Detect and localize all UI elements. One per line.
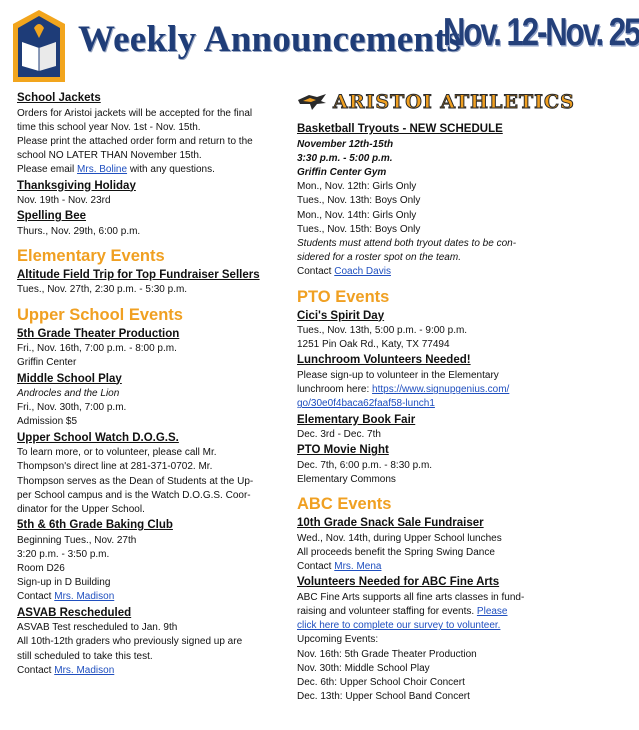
snack-line: Wed., Nov. 14th, during Upper School lunches <box>297 532 502 544</box>
coach-davis-link[interactable]: Coach Davis <box>334 266 391 278</box>
altitude-date: Tues., Nov. 27th, 2:30 p.m. - 5:30 p.m. <box>17 284 188 296</box>
mrs-madison-link[interactable]: Mrs. Madison <box>54 664 115 676</box>
cicis-line: 1251 Pin Oak Rd., Katy, TX 77494 <box>297 339 450 351</box>
baking-line: Beginning Tues., Nov. 27th <box>17 534 137 546</box>
basketball-line: Mon., Nov. 12th: Girls Only <box>297 181 417 193</box>
mrs-boline-link[interactable]: Mrs. Boline <box>77 164 128 176</box>
dogs-line: per School campus and is the Watch D.O.G.S. Coor- <box>17 489 251 501</box>
basketball-note: Students must attend both tryout dates to be con- <box>297 237 517 249</box>
fine-arts-event: Nov. 16th: 5th Grade Theater Production <box>297 648 477 660</box>
book-fair-title: Elementary Book Fair <box>297 413 416 426</box>
contact-prefix: Contact <box>17 664 55 676</box>
theater-title: 5th Grade Theater Production <box>17 327 180 340</box>
basketball-contact <box>297 265 549 279</box>
movie-line: Dec. 7th, 6:00 p.m. - 8:30 p.m. <box>297 459 433 471</box>
hawk-icon <box>297 92 327 112</box>
mrs-mena-link[interactable]: Mrs. Mena <box>334 561 382 573</box>
asvab-title: ASVAB Rescheduled <box>17 606 132 619</box>
book-fair-date: Dec. 3rd - Dec. 7th <box>297 429 381 441</box>
asvab-contact <box>17 664 285 678</box>
snack-line: All proceeds benefit the Spring Swing Dance <box>297 546 495 558</box>
basketball-line: Tues., Nov. 15th: Boys Only <box>297 223 421 235</box>
dogs-line: Thompson serves as the Dean of Students at the Up- <box>17 475 254 487</box>
left-column <box>17 90 285 678</box>
thanksgiving-dates: Nov. 19th - Nov. 23rd <box>17 195 111 207</box>
basketball-detail: November 12th-15th <box>297 138 394 150</box>
open-book-logo-icon <box>10 8 68 84</box>
basketball-line: Mon., Nov. 14th: Girls Only <box>297 209 417 221</box>
email-prefix: Please email <box>17 164 78 176</box>
fine-arts-line <box>297 605 549 619</box>
snack-sale-title: 10th Grade Snack Sale Fundraiser <box>297 517 484 530</box>
pto-events-heading: PTO Events <box>297 287 390 306</box>
contact-prefix: Contact <box>297 561 335 573</box>
contact-prefix: Contact <box>17 591 55 603</box>
contact-prefix: Contact <box>297 266 335 278</box>
spelling-bee-title: Spelling Bee <box>17 210 87 223</box>
aristoi-athletics-banner: ARISTOI ATHLETICS <box>333 91 575 113</box>
jackets-line: school NO LATER THAN November 15th. <box>17 150 202 162</box>
survey-link[interactable]: Please <box>476 605 508 617</box>
date-range: Nov. 12-Nov. 25 <box>443 10 639 54</box>
asvab-line: All 10th-12th graders who previously signed up are <box>17 636 243 648</box>
jackets-line: time this school year Nov. 1st - Nov. 15th. <box>17 121 201 133</box>
jackets-email-line <box>17 163 285 177</box>
altitude-title: Altitude Field Trip for Top Fundraiser Sellers <box>17 268 260 281</box>
play-name: Androcles and the Lion <box>17 388 120 400</box>
baking-line: Room D26 <box>17 563 65 575</box>
abc-events-heading: ABC Events <box>297 495 392 514</box>
fine-arts-event: Nov. 30th: Middle School Play <box>297 662 430 674</box>
middle-school-play-title: Middle School Play <box>17 372 122 385</box>
fine-arts-line: ABC Fine Arts supports all fine arts classes in fund- <box>297 591 525 603</box>
dogs-line: dinator for the Upper School. <box>17 503 145 515</box>
basketball-note: sidered for a roster spot on the team. <box>297 252 461 264</box>
movie-line: Elementary Commons <box>297 473 396 485</box>
elementary-events-heading: Elementary Events <box>17 246 165 265</box>
asvab-line: ASVAB Test rescheduled to Jan. 9th <box>17 622 178 634</box>
dogs-line: Thompson's direct line at 281-371-0702. Mr. <box>17 461 213 473</box>
basketball-detail: Griffin Center Gym <box>297 166 387 178</box>
lunchroom-prefix: lunchroom here: <box>297 384 373 396</box>
page-title: Weekly Announcements <box>78 19 462 60</box>
play-line: Fri., Nov. 30th, 7:00 p.m. <box>17 402 127 414</box>
signupgenius-link[interactable]: https://www.signupgenius.com/ <box>372 384 510 396</box>
theater-line: Fri., Nov. 16th, 7:00 p.m. - 8:00 p.m. <box>17 343 177 355</box>
fine-arts-title: Volunteers Needed for ABC Fine Arts <box>297 576 500 589</box>
jackets-line: Please print the attached order form and return to the <box>17 135 253 147</box>
spelling-bee-date: Thurs., Nov. 29th, 6:00 p.m. <box>17 225 141 237</box>
athletics-banner <box>297 90 575 114</box>
fine-arts-event: Dec. 13th: Upper School Band Concert <box>297 691 470 703</box>
mrs-madison-link[interactable]: Mrs. Madison <box>54 591 115 603</box>
play-line: Admission $5 <box>17 416 78 428</box>
lunchroom-line <box>297 397 549 411</box>
baking-line: 3:20 p.m. - 3:50 p.m. <box>17 548 110 560</box>
lunchroom-line: Please sign-up to volunteer in the Elementary <box>297 369 499 381</box>
cicis-line: Tues., Nov. 13th, 5:00 p.m. - 9:00 p.m. <box>297 325 468 337</box>
email-suffix: with any questions. <box>127 164 215 176</box>
school-jackets-title: School Jackets <box>17 92 101 104</box>
right-column <box>297 90 575 704</box>
fine-arts-line <box>297 619 549 633</box>
watch-dogs-title: Upper School Watch D.O.G.S. <box>17 431 179 444</box>
baking-contact <box>17 590 285 604</box>
thanksgiving-title: Thanksgiving Holiday <box>17 179 136 192</box>
jackets-line: Orders for Aristoi jackets will be accepted for the final <box>17 107 253 119</box>
baking-club-title: 5th & 6th Grade Baking Club <box>17 519 173 532</box>
basketball-title: Basketball Tryouts - NEW SCHEDULE <box>297 123 503 135</box>
header <box>0 0 639 90</box>
asvab-line: still scheduled to take this test. <box>17 650 153 662</box>
theater-line: Griffin Center <box>17 357 77 369</box>
basketball-line: Tues., Nov. 13th: Boys Only <box>297 195 421 207</box>
movie-night-title: PTO Movie Night <box>297 444 389 457</box>
cicis-title: Cici's Spirit Day <box>297 309 385 322</box>
fine-arts-prefix: raising and volunteer staffing for events. <box>297 605 477 617</box>
upper-school-events-heading: Upper School Events <box>17 305 183 324</box>
dogs-line: To learn more, or to volunteer, please call Mr. <box>17 447 217 459</box>
lunchroom-title: Lunchroom Volunteers Needed! <box>297 354 471 367</box>
snack-contact <box>297 560 549 574</box>
lunchroom-line <box>297 383 549 397</box>
survey-link[interactable]: click here to complete our survey to volunteer. <box>297 620 501 632</box>
basketball-detail: 3:30 p.m. - 5:00 p.m. <box>297 152 393 164</box>
signupgenius-link[interactable]: go/30e0f4baca62faaf58-lunch1 <box>297 398 435 410</box>
baking-line: Sign-up in D Building <box>17 577 111 589</box>
fine-arts-event: Upcoming Events: <box>297 634 379 646</box>
fine-arts-event: Dec. 6th: Upper School Choir Concert <box>297 676 465 688</box>
